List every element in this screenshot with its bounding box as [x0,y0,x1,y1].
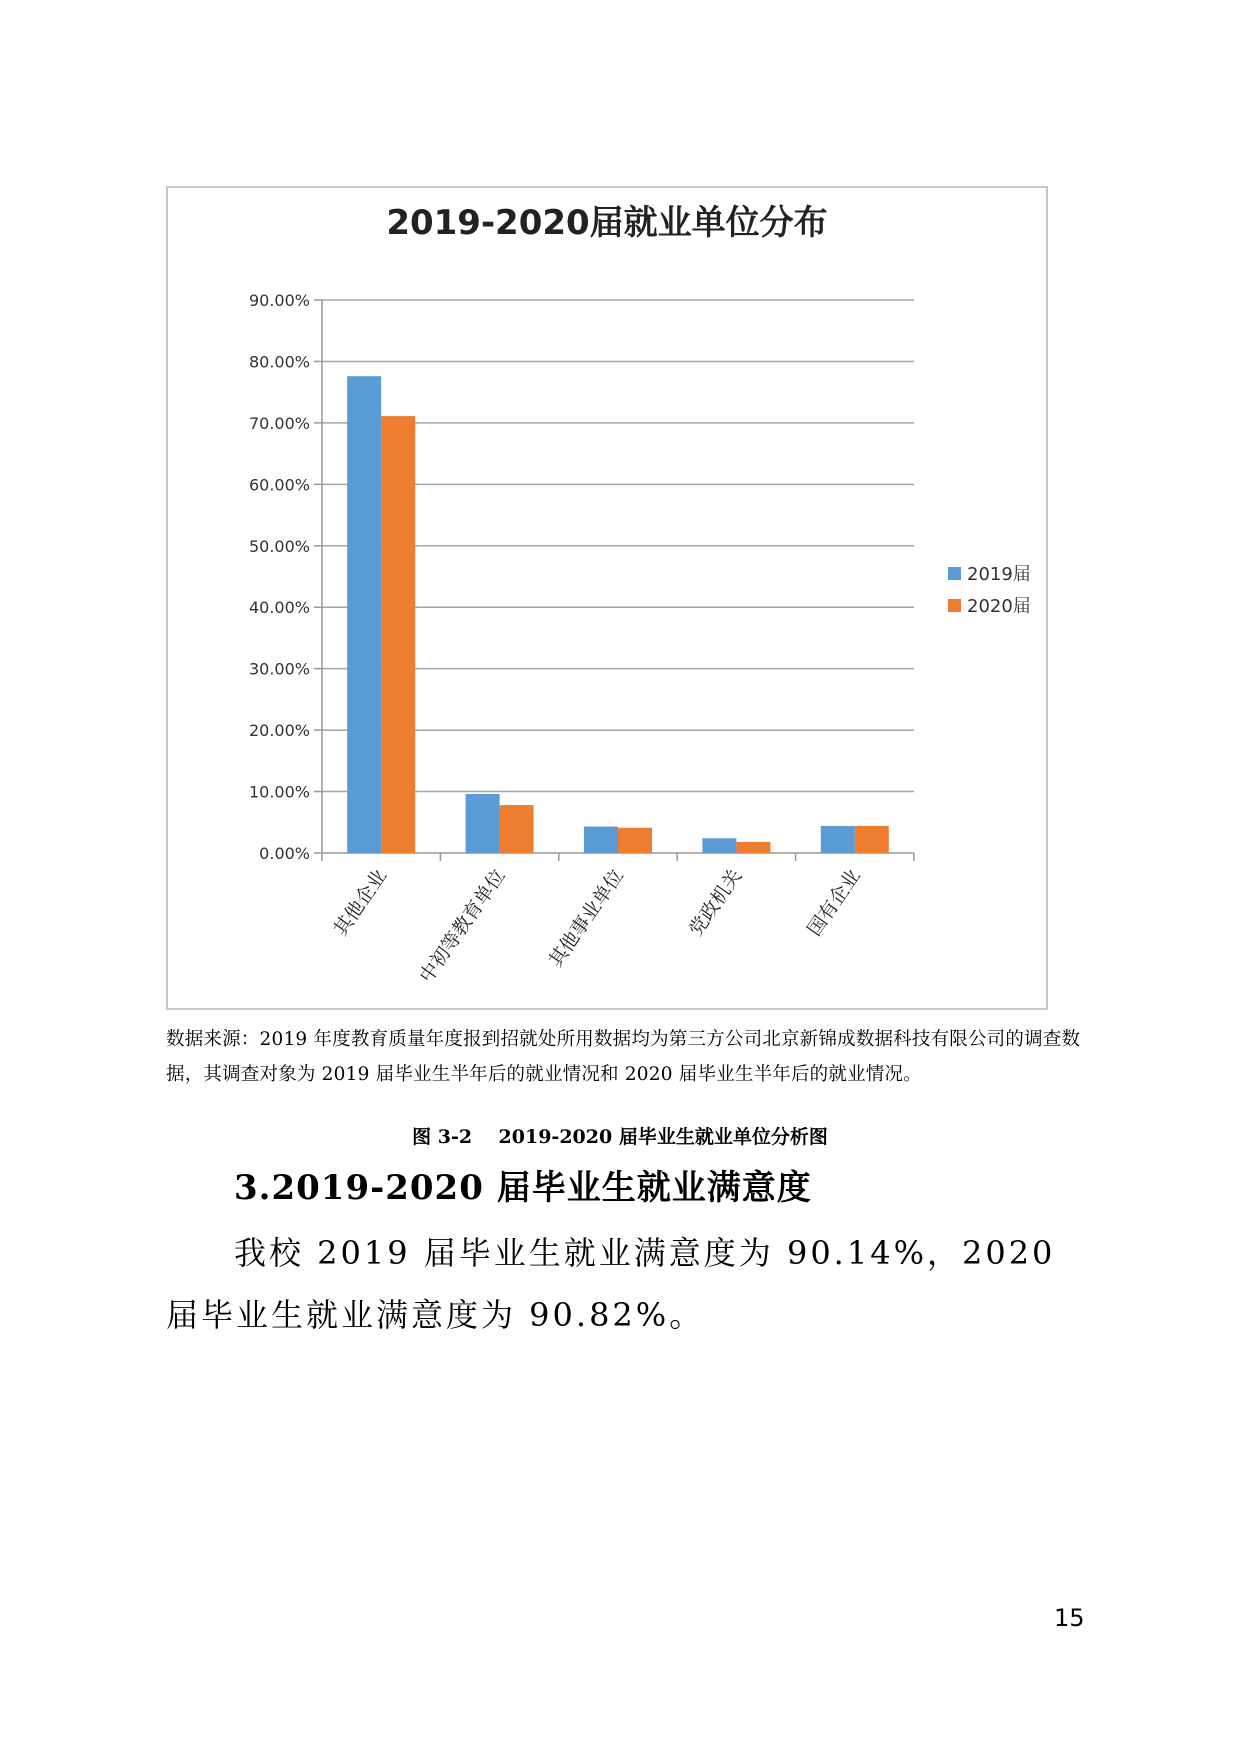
y-tick-label: 70.00% [248,413,310,433]
figure-caption: 图 3-2 2019-2020 届毕业生就业单位分析图 [412,1126,828,1148]
y-tick-label: 20.00% [248,721,310,741]
bar-2019届-党政机关 [702,838,736,853]
y-tick-label: 30.00% [248,659,310,679]
bar-2019届-其他企业 [347,376,381,853]
bar-2019届-国有企业 [821,826,855,853]
body-paragraph-text: 我校 2019 届毕业生就业满意度为 90.14%，2020 届毕业生就业满意度为 90.82%。 [166,1234,1056,1334]
x-category-label: 党政机关 [684,865,747,941]
page-number: 15 [1054,1604,1085,1632]
bar-2019届-其他事业单位 [584,827,618,853]
x-category-label: 中初等教育单位 [415,865,510,987]
chart-title: 2019-2020届就业单位分布 [386,203,828,243]
bar-2020届-国有企业 [855,826,889,853]
bar-2020届-中初等教育单位 [500,805,534,853]
y-tick-label: 60.00% [248,475,310,495]
section-heading: 3.2019-2020 届毕业生就业满意度 [234,1168,812,1208]
x-category-label: 其他企业 [329,865,392,941]
body-paragraph [166,1222,1086,1346]
bar-chart [168,188,1046,1008]
chart-container [166,186,1048,1010]
y-tick-label: 40.00% [248,598,310,618]
y-tick-label: 10.00% [248,782,310,802]
bar-2020届-其他企业 [381,416,415,853]
y-tick-label: 80.00% [248,352,310,372]
bar-2020届-其他事业单位 [618,828,652,853]
x-category-label: 国有企业 [803,865,865,941]
y-tick-label: 0.00% [259,844,310,863]
data-source-note: 数据来源：2019 年度教育质量年度报到招就处所用数据均为第三方公司北京新锦成数据科技有限公司的调查数据，其调查对象为 2019 届毕业生半年后的就业情况和 2020 届毕业生半年后的就业情况。 [166,1029,1081,1085]
y-tick-label: 90.00% [248,291,310,310]
y-tick-label: 50.00% [248,536,310,556]
bar-2020届-党政机关 [736,842,770,853]
legend-label: 2020届 [967,596,1031,617]
legend-label: 2019届 [967,564,1031,585]
legend-swatch [948,599,961,612]
legend-swatch [948,567,961,580]
x-category-label: 其他事业单位 [544,865,629,972]
bar-2019届-中初等教育单位 [466,794,500,853]
